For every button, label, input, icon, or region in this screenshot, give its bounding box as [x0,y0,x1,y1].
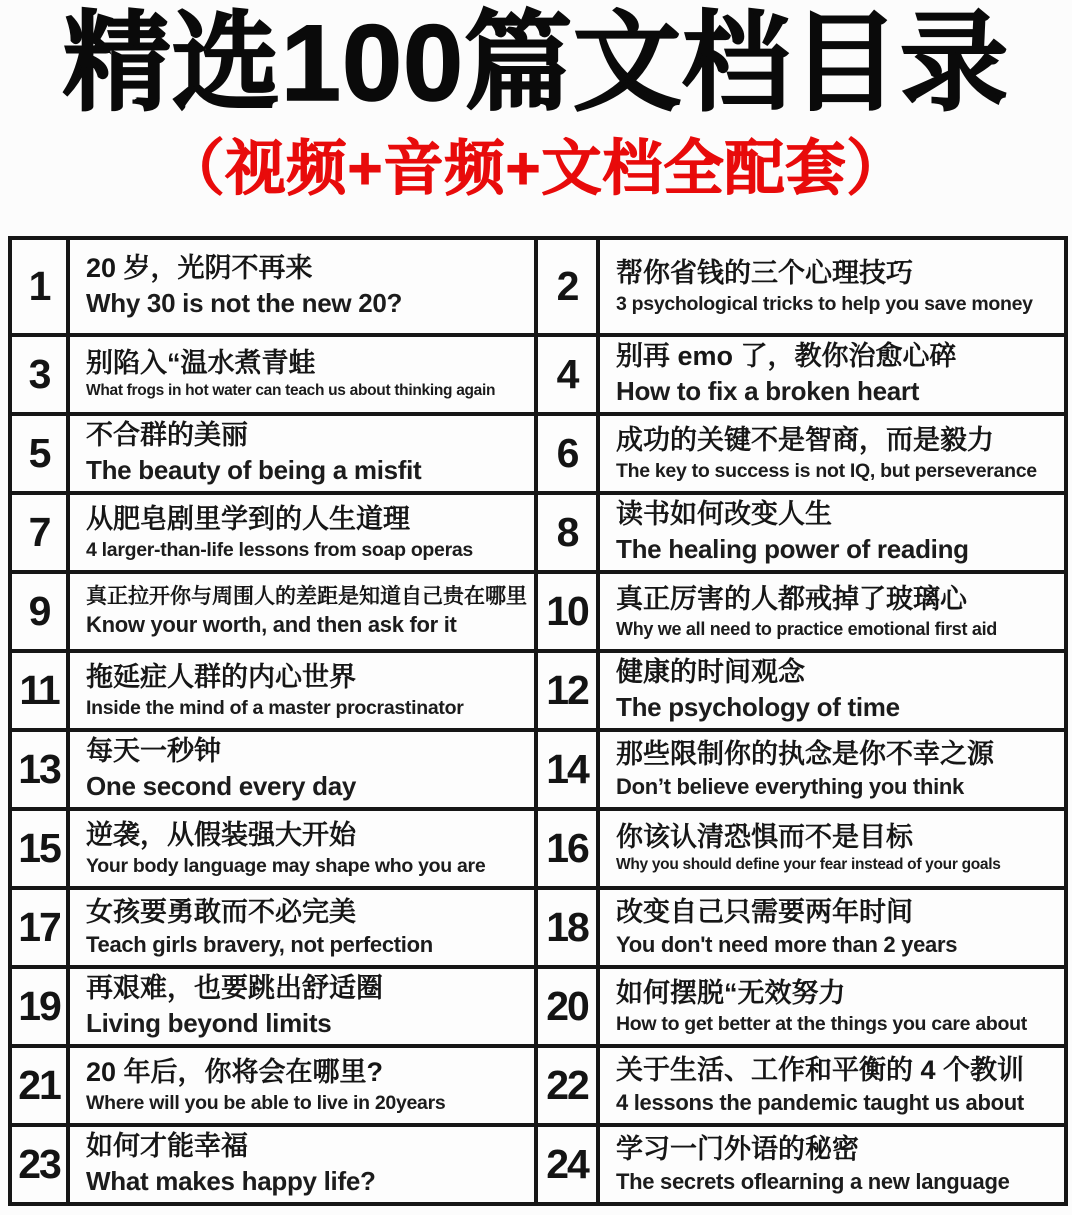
row-title-zh: 你该认清恐惧而不是目标 [616,822,913,853]
row-title-zh: 20 年后，你将会在哪里? [86,1056,384,1087]
row-number: 2 [536,238,598,335]
page-title: 精选100篇文档目录 [62,2,1010,123]
row-title-en: Know your worth, and then ask for it [86,612,457,638]
row-number: 16 [536,809,598,888]
row-number: 3 [10,335,68,414]
row-title-en: What makes happy life? [86,1166,376,1197]
row-title-en: 3 psychological tricks to help you save money [616,292,1033,315]
toc-table-body [10,238,1066,1204]
row-number: 10 [536,572,598,651]
row-title-zh: 成功的关键不是智商，而是毅力 [616,424,994,455]
row-title-en: Living beyond limits [86,1008,332,1039]
row-text-cell [68,809,536,888]
table-row [10,730,1066,809]
row-title-en: Don’t believe everything you think [616,774,964,799]
row-text-cell [598,572,1066,651]
row-number: 18 [536,888,598,967]
row-title-zh: 健康的时间观念 [616,657,805,688]
row-title-zh: 改变自己只需要两年时间 [616,896,913,927]
row-title-en: One second every day [86,771,357,802]
row-title-en: Why 30 is not the new 20? [86,288,403,319]
row-text-cell [68,1125,536,1204]
row-number: 6 [536,414,598,493]
row-title-en: What frogs in hot water can teach us about thinking again [86,382,496,400]
row-title-zh: 真正拉开你与周围人的差距是知道自己贵在哪里 [86,584,527,608]
row-number: 11 [10,651,68,730]
row-title-zh: 从肥皂剧里学到的人生道理 [86,503,410,534]
row-title-zh: 真正厉害的人都戒掉了玻璃心 [616,583,967,614]
page-subtitle: （视频+音频+文档全配套） [164,134,908,202]
row-number: 19 [10,967,68,1046]
row-title-zh: 20 岁，光阴不再来 [86,253,313,284]
row-text-cell [68,572,536,651]
row-title-zh: 学习一门外语的秘密 [616,1133,859,1164]
row-text-cell [68,888,536,967]
table-row [10,238,1066,335]
table-row [10,1125,1066,1204]
toc-table [8,236,1068,1206]
table-row [10,335,1066,414]
table-row [10,572,1066,651]
row-title-en: 4 lessons the pandemic taught us about [616,1090,1024,1115]
row-text-cell [598,651,1066,730]
row-text-cell [68,493,536,572]
row-number: 1 [10,238,68,335]
row-title-en: 4 larger-than-life lessons from soap operas [86,538,473,561]
row-text-cell [598,967,1066,1046]
table-row [10,414,1066,493]
row-number: 13 [10,730,68,809]
row-title-en: Inside the mind of a master procrastinator [86,696,464,719]
table-row [10,888,1066,967]
row-text-cell [598,335,1066,414]
row-title-zh: 逆袭，从假装强大开始 [86,819,356,850]
row-text-cell [68,730,536,809]
row-title-zh: 拖延症人群的内心世界 [86,661,356,692]
row-text-cell [598,1125,1066,1204]
row-title-en: Why we all need to practice emotional first aid [616,618,997,639]
row-text-cell [598,730,1066,809]
table-row [10,809,1066,888]
row-text-cell [68,967,536,1046]
row-number: 15 [10,809,68,888]
table-row [10,1046,1066,1125]
row-title-zh: 如何才能幸福 [86,1131,248,1162]
table-row [10,493,1066,572]
row-number: 17 [10,888,68,967]
row-title-en: The healing power of reading [616,534,969,565]
row-title-zh: 不合群的美丽 [86,420,248,451]
row-title-zh: 帮你省钱的三个心理技巧 [616,257,913,288]
row-title-en: Teach girls bravery, not perfection [86,932,433,957]
row-number: 4 [536,335,598,414]
row-number: 9 [10,572,68,651]
row-number: 12 [536,651,598,730]
row-title-zh: 别陷入“温水煮青蛙 [86,348,316,379]
row-title-zh: 每天一秒钟 [86,736,221,767]
row-text-cell [598,238,1066,335]
row-text-cell [68,651,536,730]
row-number: 8 [536,493,598,572]
row-text-cell [68,414,536,493]
row-text-cell [598,1046,1066,1125]
row-title-en: The secrets oflearning a new language [616,1169,1010,1194]
row-title-zh: 如何摆脱“无效努力 [616,977,846,1008]
row-number: 22 [536,1046,598,1125]
row-number: 14 [536,730,598,809]
row-title-en: How to fix a broken heart [616,376,920,407]
row-number: 23 [10,1125,68,1204]
row-text-cell [598,809,1066,888]
row-text-cell [68,335,536,414]
row-number: 5 [10,414,68,493]
row-text-cell [68,1046,536,1125]
row-number: 7 [10,493,68,572]
row-title-zh: 那些限制你的执念是你不幸之源 [616,738,994,769]
row-title-zh: 读书如何改变人生 [616,499,832,530]
table-row [10,651,1066,730]
row-title-zh: 别再 emo 了，教你治愈心碎 [616,341,957,372]
row-text-cell [68,238,536,335]
row-title-zh: 再艰难，也要跳出舒适圈 [86,973,383,1004]
row-title-en: The key to success is not IQ, but perseverance [616,459,1037,482]
row-title-en: Your body language may shape who you are [86,854,486,877]
row-title-en: The beauty of being a misfit [86,455,422,486]
row-number: 20 [536,967,598,1046]
row-title-en: How to get better at the things you care about [616,1012,1027,1035]
row-title-en: Why you should define your fear instead of your goals [616,856,1001,874]
row-title-zh: 关于生活、工作和平衡的 4 个教训 [616,1054,1025,1085]
table-row [10,967,1066,1046]
row-number: 24 [536,1125,598,1204]
row-title-zh: 女孩要勇敢而不必完美 [86,896,356,927]
row-text-cell [598,493,1066,572]
row-title-en: The psychology of time [616,692,900,723]
row-text-cell [598,888,1066,967]
row-title-en: You don't need more than 2 years [616,932,958,957]
row-title-en: Where will you be able to live in 20years [86,1091,446,1114]
row-text-cell [598,414,1066,493]
row-number: 21 [10,1046,68,1125]
